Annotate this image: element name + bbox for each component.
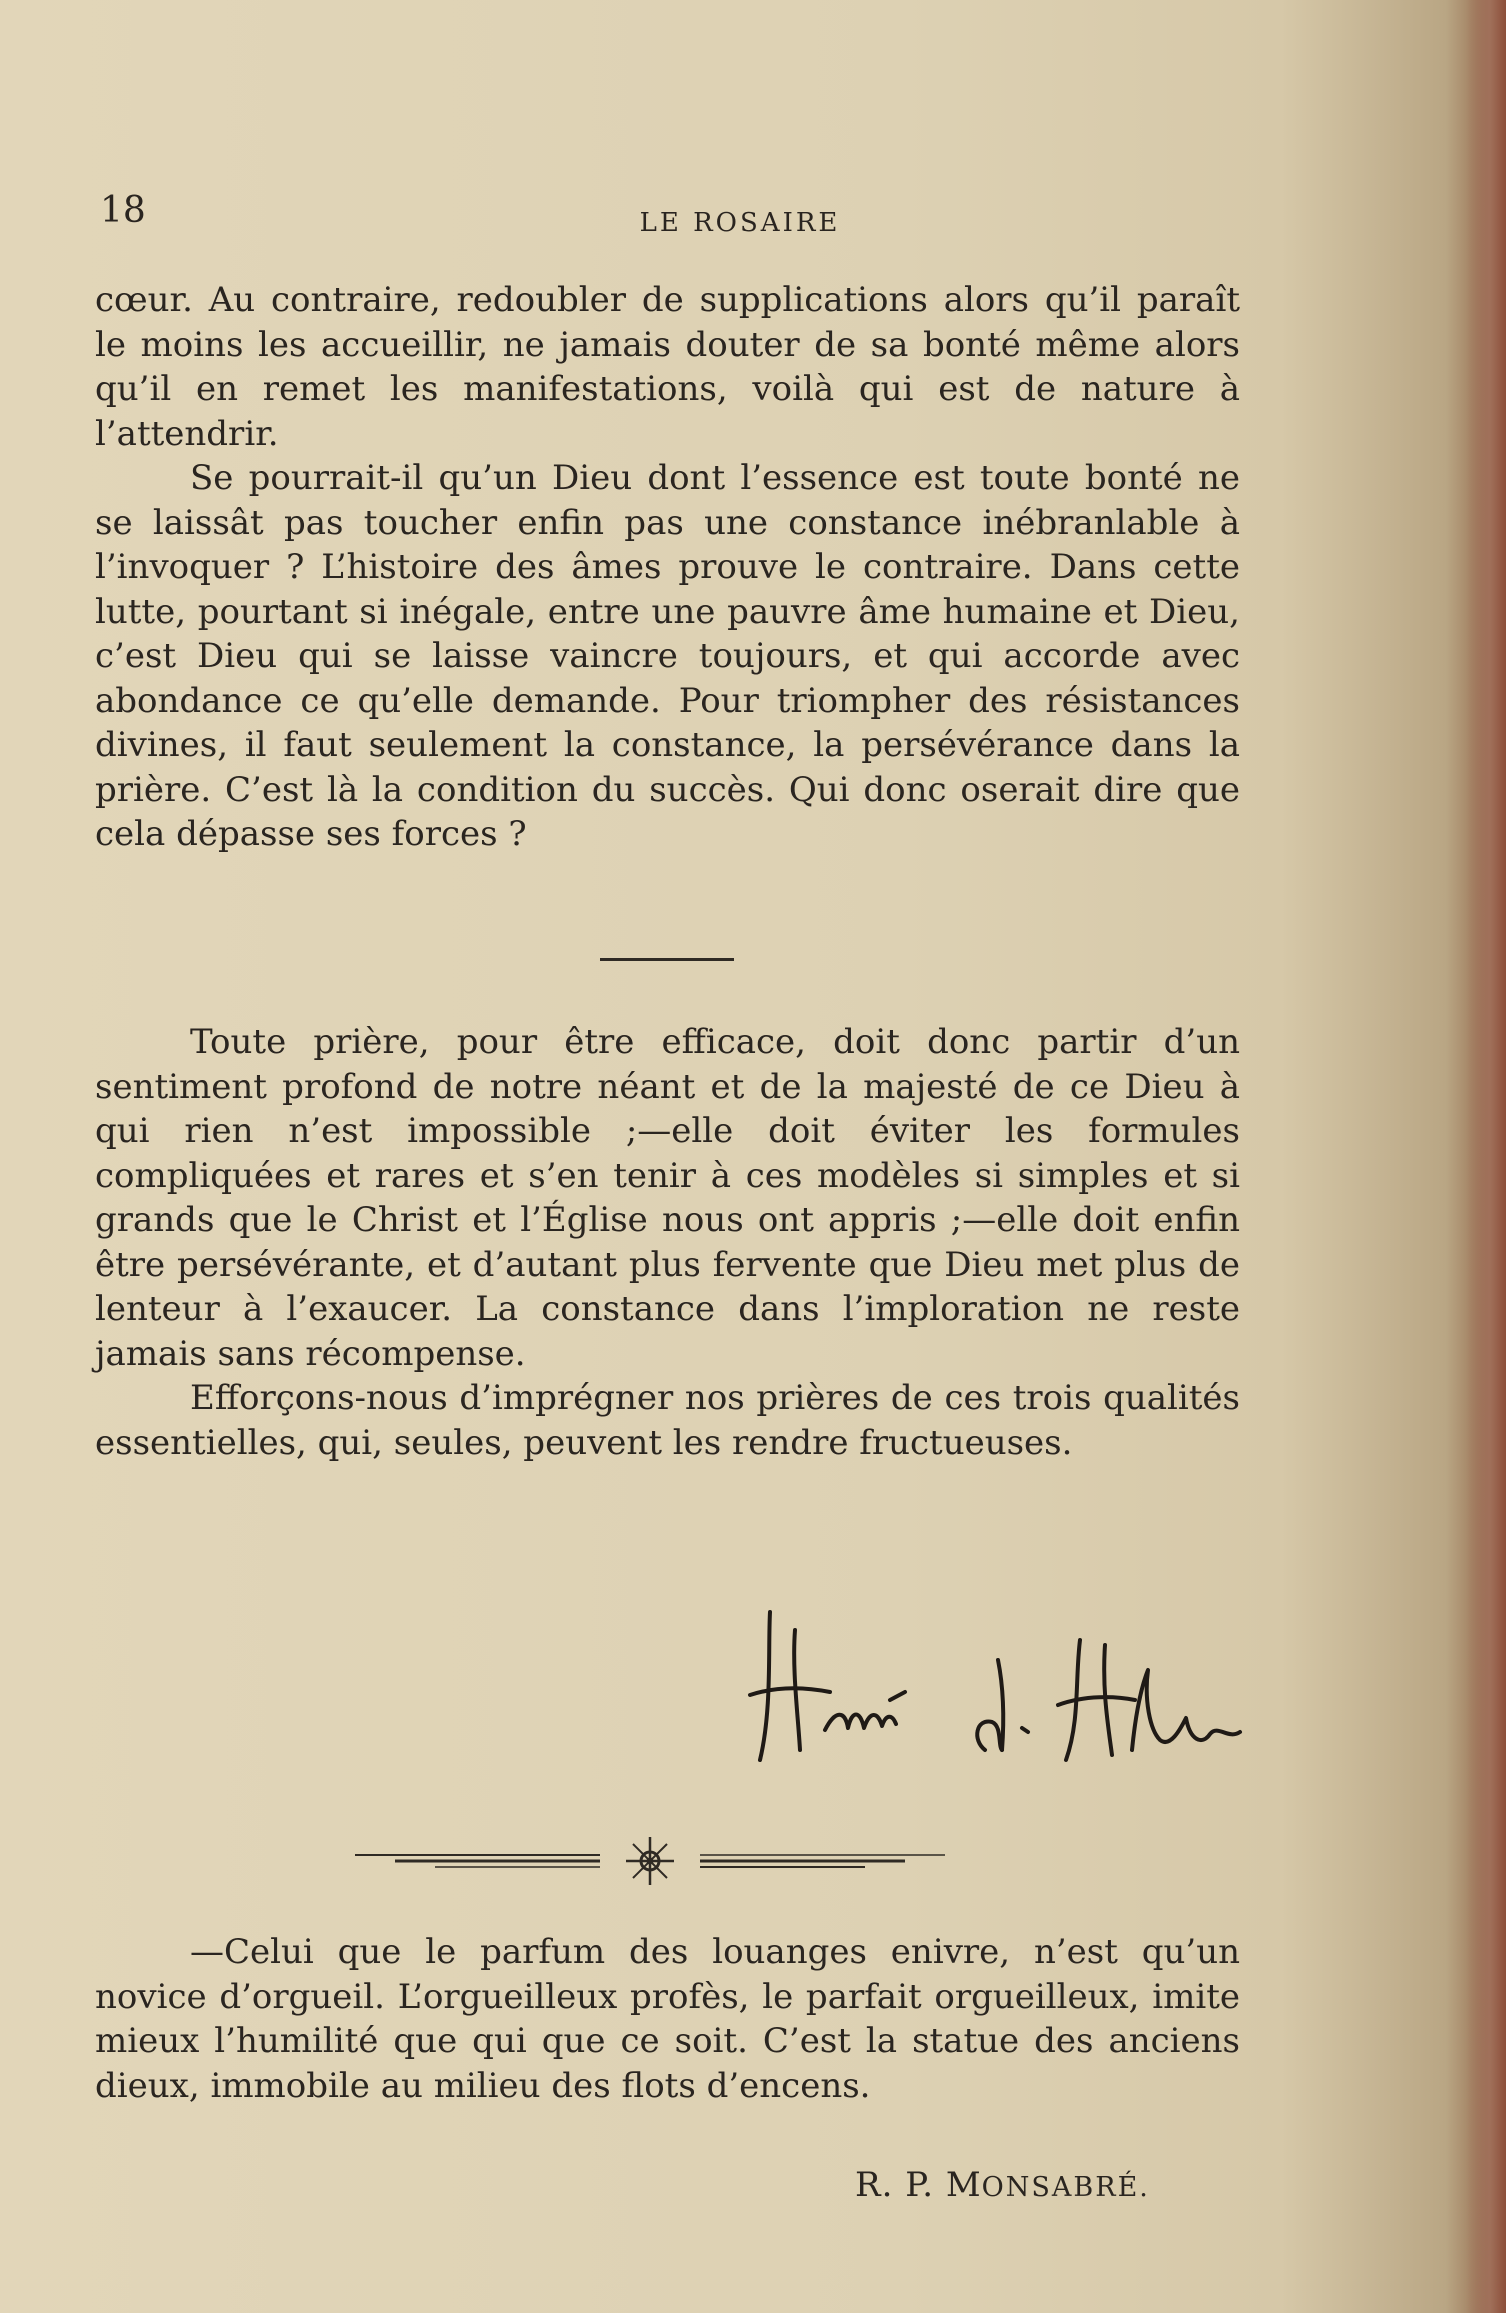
handwritten-signature xyxy=(740,1600,1260,1770)
paragraph: Se pourrait-il qu’un Dieu dont l’essence est toute bonté ne se laissât pas toucher enfin pas une constance inébranlable à l’invoquer ? L’histoire des âmes prouve le contraire. Dans cette lutte, pourtant si inégale, entre une pauvre âme humaine et Dieu, c’est Dieu qui se laisse vaincre toujours, et qui accorde avec abondance ce qu’elle demande. Pour triompher des résistances divines, il faut seulement la constance, la persévérance dans la prière. C’est là la condition du succès. Qui donc oserait dire que cela dépasse ses forces ? xyxy=(95,458,1240,854)
page-number: 18 xyxy=(100,190,146,231)
section-divider-rule xyxy=(600,958,734,961)
quote-section xyxy=(95,1930,1240,2108)
text-section-2 xyxy=(95,1020,1240,1465)
text-section-1 xyxy=(95,278,1240,857)
author-prefix: R. P. M xyxy=(855,2165,982,2205)
paragraph: Toute prière, pour être efficace, doit donc partir d’un sentiment profond de notre néant et de la majesté de ce Dieu à qui rien n’est impossible ;—elle doit éviter les formules compliquées et rares et s’en tenir à ces modèles si simples et si grands que le Christ et l’Église nous ont appris ;—elle doit enfin être persévérante, et d’autant plus fervente que Dieu met plus de lenteur à l’exaucer. La constance dans l’imploration ne reste jamais sans récompense. xyxy=(95,1022,1240,1374)
paragraph: cœur. Au contraire, redoubler de supplications alors qu’il paraît le moins les accueillir, ne jamais douter de sa bonté même alors qu’il en remet les manifestations, voilà qui est de nature à l’attendrir. xyxy=(95,280,1240,454)
page-header xyxy=(100,190,1240,250)
author-smallcaps: ONSABRÉ. xyxy=(981,2172,1150,2203)
quote-paragraph: —Celui que le parfum des louanges enivre, n’est qu’un novice d’orgueil. L’orgueilleux profès, le parfait orgueilleux, imite mieux l’humilité que qui que ce soit. C’est la statue des anciens dieux, immobile au milieu des flots d’encens. xyxy=(95,1932,1240,2106)
page-spine-edge xyxy=(1466,0,1506,2313)
running-title: LE ROSAIRE xyxy=(639,208,841,238)
paragraph: Efforçons-nous d’imprégner nos prières de ces trois qualités essentielles, qui, seules, peuvent les rendre fructueuses. xyxy=(95,1378,1240,1463)
ornamental-divider xyxy=(355,1835,945,1885)
quote-author xyxy=(855,2165,1150,2205)
